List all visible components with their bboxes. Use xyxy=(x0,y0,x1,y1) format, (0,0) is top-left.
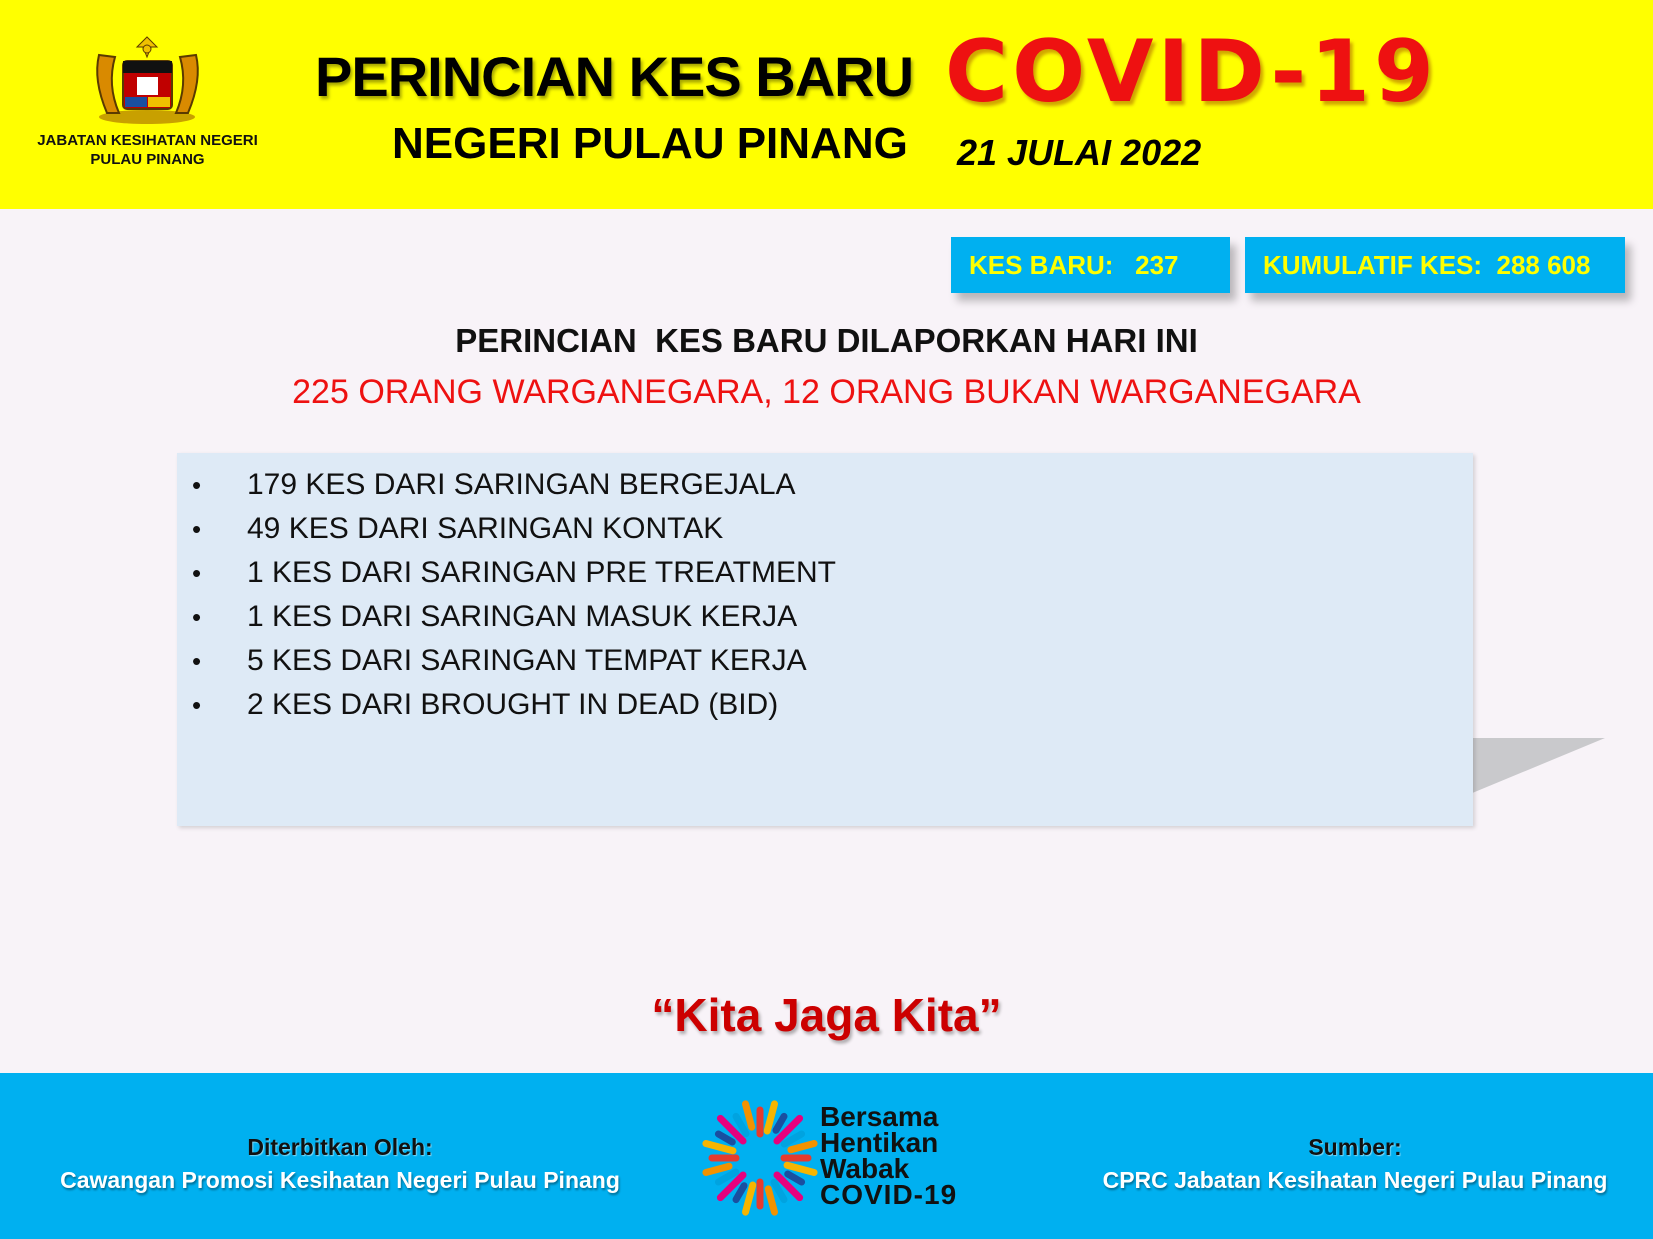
new-cases-badge: KES BARU: 237 xyxy=(951,237,1230,293)
list-item xyxy=(177,683,1473,727)
page-title: PERINCIAN KES BARU xyxy=(315,45,914,108)
bullet-icon: • xyxy=(192,646,202,676)
campaign-line: COVID-19 xyxy=(820,1179,958,1210)
list-item xyxy=(177,507,1473,551)
burst-ray xyxy=(791,1144,814,1150)
list-item-text: 1 KES DARI SARINGAN MASUK KERJA xyxy=(247,600,798,633)
burst-ray xyxy=(767,1104,774,1131)
burst-ray xyxy=(706,1144,733,1151)
burst-ray xyxy=(718,1134,732,1142)
burst-ray xyxy=(788,1174,802,1182)
campaign-line: Bersama xyxy=(820,1101,939,1132)
bullet-icon: • xyxy=(192,514,202,544)
list-item xyxy=(177,639,1473,683)
header-band xyxy=(0,0,1653,209)
burst-ray xyxy=(787,1165,814,1172)
source-label: Sumber: xyxy=(1308,1134,1402,1160)
bullet-icon: • xyxy=(192,558,202,588)
details-subheading: 225 ORANG WARGANEGARA, 12 ORANG BUKAN WARGANEGARA xyxy=(292,373,1361,411)
list-item xyxy=(177,595,1473,639)
breakdown-panel xyxy=(177,453,1473,826)
burst-logo-icon xyxy=(700,1098,820,1218)
list-item-text: 1 KES DARI SARINGAN PRE TREATMENT xyxy=(247,556,836,589)
cumulative-cases-badge: KUMULATIF KES: 288 608 xyxy=(1245,237,1625,293)
campaign-slogan xyxy=(820,1101,958,1210)
publisher-name: Cawangan Promosi Kesihatan Negeri Pulau Pinang xyxy=(60,1167,620,1193)
state-title: NEGERI PULAU PINANG xyxy=(392,119,908,168)
list-item-text: 5 KES DARI SARINGAN TEMPAT KERJA xyxy=(247,644,807,677)
list-item xyxy=(177,463,1473,507)
breakdown-list xyxy=(177,453,1473,727)
department-name: JABATAN KESIHATAN NEGERI PULAU PINANG xyxy=(37,132,258,168)
burst-ray xyxy=(768,1189,774,1212)
campaign-line: Hentikan xyxy=(820,1127,939,1158)
campaign-line: Wabak xyxy=(820,1153,910,1184)
covid-title: COVID-19 xyxy=(945,22,1438,122)
publisher-label: Diterbitkan Oleh: xyxy=(247,1134,433,1160)
bullet-icon: • xyxy=(192,602,202,632)
bullet-icon: • xyxy=(192,690,202,720)
burst-ray xyxy=(746,1185,753,1212)
details-heading: PERINCIAN KES BARU DILAPORKAN HARI INI xyxy=(455,322,1198,359)
burst-ray xyxy=(706,1166,729,1172)
source-name: CPRC Jabatan Kesihatan Negeri Pulau Pinang xyxy=(1102,1167,1608,1193)
burst-ray xyxy=(736,1186,744,1200)
coat-of-arms-icon xyxy=(85,35,210,127)
list-item-text: 179 KES DARI SARINGAN BERGEJALA xyxy=(247,468,796,501)
bullet-icon: • xyxy=(192,470,202,500)
report-date: 21 JULAI 2022 xyxy=(957,132,1202,173)
burst-ray xyxy=(746,1104,752,1127)
slogan: “Kita Jaga Kita” xyxy=(651,989,1002,1041)
list-item-text: 2 KES DARI BROUGHT IN DEAD (BID) xyxy=(247,688,779,721)
burst-ray xyxy=(776,1116,784,1130)
list-item-text: 49 KES DARI SARINGAN KONTAK xyxy=(247,512,724,545)
list-item xyxy=(177,551,1473,595)
